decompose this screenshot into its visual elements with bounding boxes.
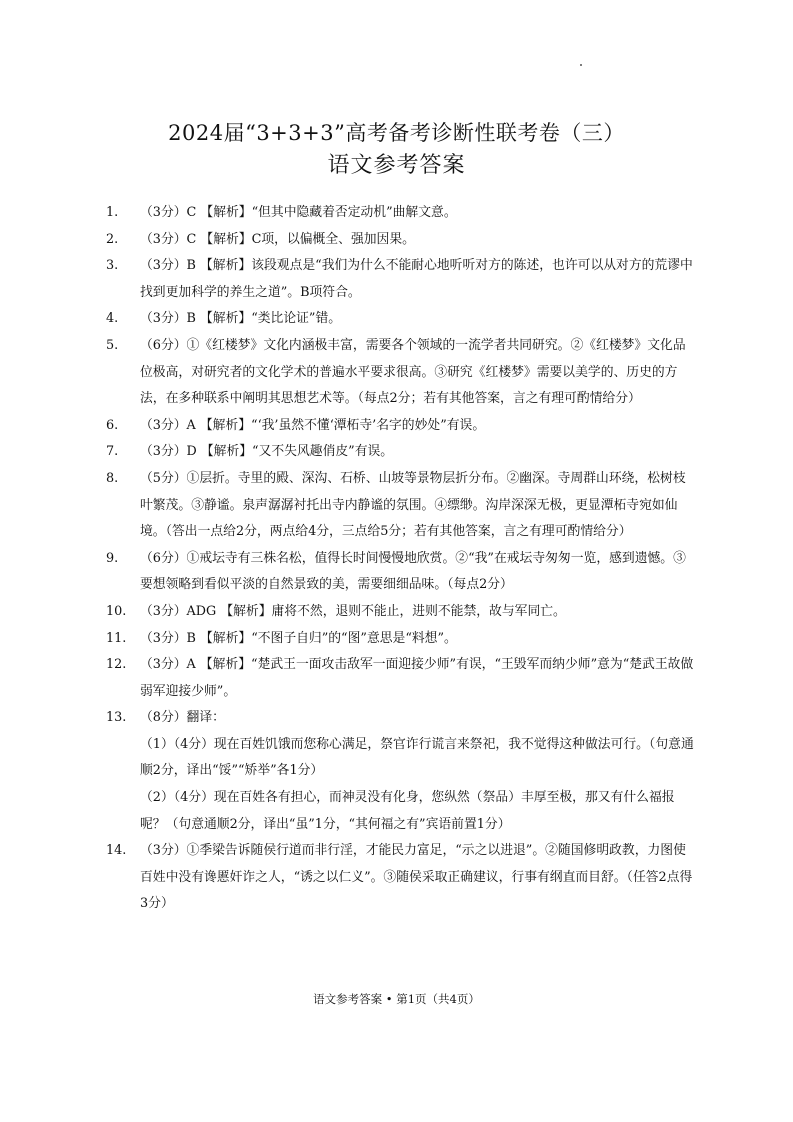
answer-text: （3分）C 【解析】C项，以偏概全、强加因果。 xyxy=(140,231,415,247)
answer-item xyxy=(106,439,696,466)
answer-item xyxy=(106,413,696,440)
answer-text: （3分）A 【解析】“楚武王一面攻击敌军一面迎接少师”有误，“王毁军而纳少师”意为“楚武王故做弱军迎接少师”。 xyxy=(140,657,694,699)
answer-item xyxy=(106,227,696,254)
answer-item xyxy=(106,626,696,653)
answer-text: （3分）B 【解析】“类比论证”错。 xyxy=(140,311,342,327)
answer-number: 5. xyxy=(106,337,119,353)
answer-text: （3分）B 【解析】“不图子自归”的“图”意思是“料想”。 xyxy=(140,630,457,646)
answer-item xyxy=(106,599,696,626)
answer-text: （8分）翻译： xyxy=(140,710,225,726)
answer-number: 14. xyxy=(106,843,127,859)
answer-text: （6分）①《红楼梦》文化内涵极丰富，需要各个领域的一流学者共同研究。②《红楼梦》文化品位极高，对研究者的文化学术的普遍水平要求很高。③研究《红楼梦》需要以美学的、历史的方法，在多种联系中阐明其思想艺术等。（每点2分；若有其他答案，言之有理可酌情给分） xyxy=(140,337,686,407)
page-footer: 语文参考答案 • 第1页（共4页） xyxy=(313,992,480,1006)
answer-number: 4. xyxy=(106,311,119,327)
scan-dot xyxy=(580,64,582,66)
answer-item xyxy=(106,306,696,333)
answer-number: 13. xyxy=(106,710,127,726)
answer-text: （5分）①层折。寺里的殿、深沟、石桥、山坡等景物层折分布。②幽深。寺周群山环绕，松树枝叶繁茂。③静谧。泉声潺潺衬托出寺内静谧的氛围。④缥缈。沟岸深深无极，更显潭柘寺宛如仙境。（答出一点给2分，两点给4分，三点给5分；若有其他答案，言之有理可酌情给分） xyxy=(140,470,686,540)
translation-subanswer: （2）（4分）现在百姓各有担心，而神灵没有化身，您纵然（祭品）丰厚至极，那又有什么福报呢？（句意通顺2分，译出“虽”1分，“其何福之有”宾语前置1分） xyxy=(140,790,675,832)
answer-item xyxy=(106,333,696,413)
exam-title: 2024届“3+3+3”高考备考诊断性联考卷（三） xyxy=(168,121,625,145)
answer-text: （3分）①季梁告诉随侯行道而非行淫，才能民力富足，“示之以进退”。②随国修明政教，力图使百姓中没有谗慝奸诈之人，“诱之以仁义”。③随侯采取正确建议，行事有纲直而目舒。（任答2点得3分） xyxy=(140,843,693,912)
answer-list xyxy=(106,200,696,918)
answer-item xyxy=(106,652,696,705)
answer-item xyxy=(106,705,696,838)
answer-number: 12. xyxy=(106,657,127,673)
answer-number: 8. xyxy=(106,470,119,486)
answer-text: （6分）①戒坛寺有三株名松，值得长时间慢慢地欣赏。②“我”在戒坛寺匆匆一览，感到遗憾。③要想领略到看似平淡的自然景致的美，需要细细品味。（每点2分） xyxy=(140,550,686,593)
answer-number: 1. xyxy=(106,205,119,220)
answer-item xyxy=(106,200,696,227)
answer-text: （3分）D 【解析】“又不失风趣俏皮”有误。 xyxy=(140,444,394,460)
answer-number: 2. xyxy=(106,231,119,247)
answer-number: 7. xyxy=(106,444,119,460)
answer-item xyxy=(106,546,696,599)
answer-number: 11. xyxy=(106,630,127,646)
answer-text: （3分）B 【解析】该段观点是“我们为什么不能耐心地听听对方的陈述，也许可以从对方的荒谬中找到更加科学的养生之道”。B项符合。 xyxy=(140,258,693,300)
answer-number: 3. xyxy=(106,258,119,274)
translation-subanswer: （1）（4分）现在百姓饥饿而您称心满足，祭官诈行谎言来祭祀，我不觉得这种做法可行。（句意通顺2分，译出“馁”“矫举”各1分） xyxy=(140,736,694,779)
answer-text: （3分）A 【解析】“‘我’虽然不懂‘潭柘寺’名字的妙处”有误。 xyxy=(140,417,486,433)
document-subtitle: 语文参考答案 xyxy=(327,153,466,178)
answer-text: （3分）C 【解析】“但其中隐藏着否定动机”曲解文意。 xyxy=(140,205,457,220)
answer-item xyxy=(106,253,696,306)
answer-text: （3分）ADG 【解析】庸将不然，退则不能止，进则不能禁，故与军同亡。 xyxy=(140,603,566,619)
answer-number: 6. xyxy=(106,417,119,433)
answer-item xyxy=(106,838,696,918)
answer-number: 9. xyxy=(106,550,119,566)
answer-item xyxy=(106,466,696,546)
answer-number: 10. xyxy=(106,603,127,619)
